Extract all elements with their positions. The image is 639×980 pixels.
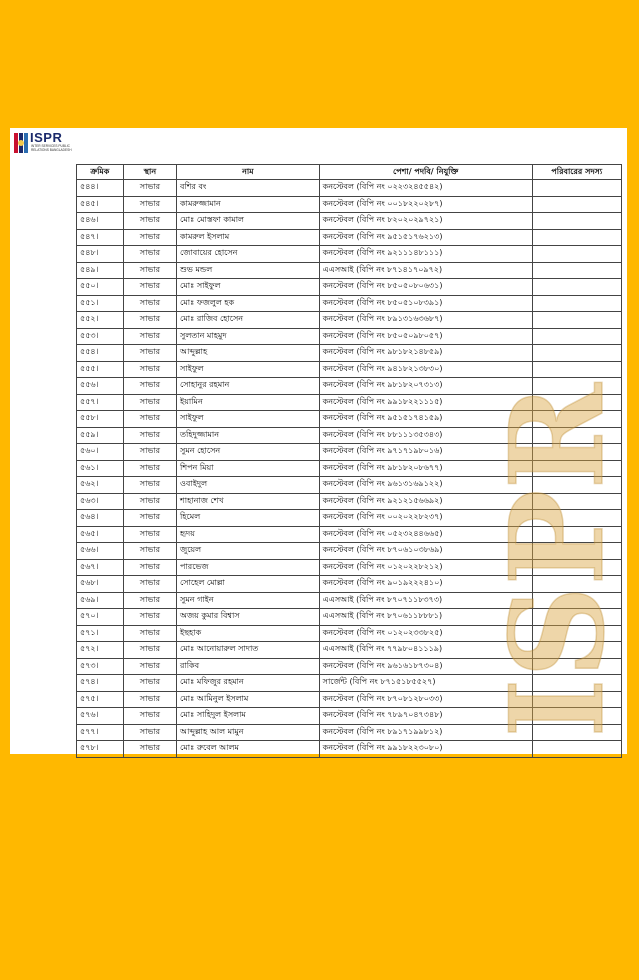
cell-post: কনস্টেবল (বিপি নং ৯৯১৮২২৩০৮০)	[319, 741, 532, 758]
cell-name: সুলতান মাহমুদ	[177, 328, 320, 345]
cell-serial: ৫৬৩।	[77, 493, 124, 510]
cell-post: কনস্টেবল (বিপি নং ৮৯১৩১৬৩৬৮৭)	[319, 312, 532, 329]
cell-serial: ৫৪৫।	[77, 196, 124, 213]
cell-family	[532, 493, 621, 510]
cell-serial: ৫৬৬।	[77, 543, 124, 560]
table-row	[77, 708, 622, 725]
col-header-serial: ক্রমিক	[77, 165, 124, 180]
cell-name: সোহানুর রহমান	[177, 378, 320, 395]
cell-post: কনস্টেবল (বিপি নং ৯৮১৮২০৮৬৭৭)	[319, 460, 532, 477]
table-row	[77, 295, 622, 312]
cell-place: সাভার	[123, 328, 176, 345]
cell-place: সাভার	[123, 246, 176, 263]
cell-name: মোঃ ফজলুল হক	[177, 295, 320, 312]
cell-post: সার্জেন্ট (বিপি নং ৮৭১৫১৮৫৫২৭)	[319, 675, 532, 692]
cell-place: সাভার	[123, 625, 176, 642]
cell-place: সাভার	[123, 559, 176, 576]
cell-post: কনস্টেবল (বিপি নং ৯৯১৮২২১১১৫)	[319, 394, 532, 411]
cell-family	[532, 460, 621, 477]
cell-name: মোঃ সাহিদুল ইসলাম	[177, 708, 320, 725]
cell-name: ওবাইদুল	[177, 477, 320, 494]
cell-family	[532, 411, 621, 428]
table-row	[77, 427, 622, 444]
table-row	[77, 609, 622, 626]
cell-place: সাভার	[123, 295, 176, 312]
cell-name: মোঃ রাজিব হোসেন	[177, 312, 320, 329]
cell-place: সাভার	[123, 361, 176, 378]
cell-post: কনস্টেবল (বিপি নং ৮৭০৬১০৩৮৬৯)	[319, 543, 532, 560]
cell-family	[532, 246, 621, 263]
cell-post: কনস্টেবল (বিপি নং ০৫২৩২৪৪৬৬৫)	[319, 526, 532, 543]
col-header-post: পেশা/ পদবি/ নিযুক্তি	[319, 165, 532, 180]
table-row	[77, 741, 622, 758]
cell-name: কামরুজ্জামান	[177, 196, 320, 213]
cell-serial: ৫৭০।	[77, 609, 124, 626]
cell-family	[532, 444, 621, 461]
cell-serial: ৫৬৫।	[77, 526, 124, 543]
cell-name: মোঃ আনোয়ারুল সাদাত	[177, 642, 320, 659]
cell-place: সাভার	[123, 609, 176, 626]
cell-place: সাভার	[123, 213, 176, 230]
cell-family	[532, 477, 621, 494]
cell-family	[532, 394, 621, 411]
cell-name: মোঃ রুবেল আলম	[177, 741, 320, 758]
cell-serial: ৫৪৭।	[77, 229, 124, 246]
table-row	[77, 312, 622, 329]
cell-family	[532, 279, 621, 296]
cell-serial: ৫৪৪।	[77, 180, 124, 197]
cell-family	[532, 741, 621, 758]
cell-name: শাহানাজ শেখ	[177, 493, 320, 510]
table-row	[77, 543, 622, 560]
cell-place: সাভার	[123, 510, 176, 527]
cell-serial: ৫৪৬।	[77, 213, 124, 230]
table-row	[77, 477, 622, 494]
cell-post: এএসআই (বিপি নং ৮৭১৪১৭০৯৭২)	[319, 262, 532, 279]
cell-serial: ৫৫৬।	[77, 378, 124, 395]
cell-post: কনস্টেবল (বিপি নং ৯৫১৫১৭৪১৫৯)	[319, 411, 532, 428]
cell-name: কামরুল ইসলাম	[177, 229, 320, 246]
cell-place: সাভার	[123, 262, 176, 279]
cell-name: ইছহাক	[177, 625, 320, 642]
cell-post: এএসআই (বিপি নং ৮৭০৭১১৮৩৭৩)	[319, 592, 532, 609]
table-row	[77, 576, 622, 593]
cell-family	[532, 378, 621, 395]
cell-serial: ৫৫৭।	[77, 394, 124, 411]
cell-post: কনস্টেবল (বিপি নং ৮৯১৭১৯৯৮১২)	[319, 724, 532, 741]
cell-family	[532, 180, 621, 197]
cell-serial: ৫৬১।	[77, 460, 124, 477]
cell-place: সাভার	[123, 229, 176, 246]
cell-family	[532, 229, 621, 246]
cell-serial: ৫৬৭।	[77, 559, 124, 576]
cell-post: কনস্টেবল (বিপি নং ৮৫০৫০৮০৬৩১)	[319, 279, 532, 296]
cell-place: সাভার	[123, 427, 176, 444]
cell-family	[532, 361, 621, 378]
col-header-family: পরিবারের সদস্য	[532, 165, 621, 180]
cell-serial: ৫৭৫।	[77, 691, 124, 708]
table-row	[77, 411, 622, 428]
table-row	[77, 510, 622, 527]
cell-family	[532, 328, 621, 345]
cell-name: হিমেল	[177, 510, 320, 527]
cell-place: সাভার	[123, 675, 176, 692]
cell-name: রাকিব	[177, 658, 320, 675]
cell-place: সাভার	[123, 279, 176, 296]
cell-family	[532, 262, 621, 279]
cell-serial: ৫৭৬।	[77, 708, 124, 725]
watermark-text: ISPR	[483, 383, 633, 738]
cell-family	[532, 724, 621, 741]
cell-place: সাভার	[123, 576, 176, 593]
cell-post: কনস্টেবল (বিপি নং ৯৫১৫১৭৬২১৩)	[319, 229, 532, 246]
table-row	[77, 279, 622, 296]
cell-serial: ৫৭৪।	[77, 675, 124, 692]
cell-place: সাভার	[123, 526, 176, 543]
cell-name: বশির বং	[177, 180, 320, 197]
cell-name: মোঃ সাইফুল	[177, 279, 320, 296]
cell-place: সাভার	[123, 378, 176, 395]
cell-post: এএসআই (বিপি নং ৭৭৯৮০৪১১১৯)	[319, 642, 532, 659]
table-row	[77, 394, 622, 411]
cell-family	[532, 592, 621, 609]
cell-name: সাইফুল	[177, 361, 320, 378]
cell-family	[532, 576, 621, 593]
cell-name: মোঃ মোস্তফা কামাল	[177, 213, 320, 230]
cell-family	[532, 675, 621, 692]
table-body	[77, 180, 622, 758]
cell-place: সাভার	[123, 394, 176, 411]
cell-post: কনস্টেবল (বিপি নং ৯৮১৮২০৭৩১৩)	[319, 378, 532, 395]
table-row	[77, 229, 622, 246]
emblem-icon	[14, 133, 28, 153]
cell-place: সাভার	[123, 345, 176, 362]
cell-place: সাভার	[123, 658, 176, 675]
cell-name: মোঃ মফিজুর রহমান	[177, 675, 320, 692]
cell-name: আব্দুল্লাহ	[177, 345, 320, 362]
table-row	[77, 625, 622, 642]
table-row	[77, 675, 622, 692]
cell-family	[532, 609, 621, 626]
cell-name: শিপন মিয়া	[177, 460, 320, 477]
cell-place: সাভার	[123, 444, 176, 461]
cell-family	[532, 625, 621, 642]
cell-post: কনস্টেবল (বিপি নং ০০১৮২২০২৮৭)	[319, 196, 532, 213]
cell-place: সাভার	[123, 708, 176, 725]
cell-place: সাভার	[123, 477, 176, 494]
table-row	[77, 262, 622, 279]
cell-serial: ৫৭৮।	[77, 741, 124, 758]
logo-subtitle: INTER SERVICES PUBLIC RELATIONS BANGLADESH	[31, 144, 72, 152]
cell-name: মোঃ আমিনুল ইসলাম	[177, 691, 320, 708]
table-row	[77, 378, 622, 395]
cell-name: সাইফুল	[177, 411, 320, 428]
cell-serial: ৫৭২।	[77, 642, 124, 659]
cell-family	[532, 658, 621, 675]
table-row	[77, 361, 622, 378]
col-header-place: স্থান	[123, 165, 176, 180]
cell-family	[532, 559, 621, 576]
cell-name: জোবায়ের হোসেন	[177, 246, 320, 263]
cell-name: সুমন গাইন	[177, 592, 320, 609]
cell-post: কনস্টেবল (বিপি নং ০১২০২২৮২১২)	[319, 559, 532, 576]
cell-place: সাভার	[123, 543, 176, 560]
cell-family	[532, 312, 621, 329]
cell-post: কনস্টেবল (বিপি নং ০২২৩২৪৫৫৪২)	[319, 180, 532, 197]
cell-family	[532, 691, 621, 708]
cell-serial: ৫৫১।	[77, 295, 124, 312]
table-row	[77, 691, 622, 708]
cell-post: কনস্টেবল (বিপি নং ৯৬১৬১৮৭৩০৪)	[319, 658, 532, 675]
cell-serial: ৫৫২।	[77, 312, 124, 329]
cell-serial: ৫৫৫।	[77, 361, 124, 378]
cell-post: এএসআই (বিপি নং ৮৭০৬১১৮৮৮১)	[319, 609, 532, 626]
table-row	[77, 180, 622, 197]
cell-post: কনস্টেবল (বিপি নং ৯৭১৭১৯৮০১৬)	[319, 444, 532, 461]
document-page	[10, 128, 633, 754]
table-header-row	[77, 165, 622, 180]
cell-family	[532, 427, 621, 444]
cell-name: অজয় কুমার বিশ্বাস	[177, 609, 320, 626]
cell-serial: ৫৭১।	[77, 625, 124, 642]
cell-family	[532, 642, 621, 659]
cell-name: শুভ মন্ডল	[177, 262, 320, 279]
cell-post: কনস্টেবল (বিপি নং ৯৮১৮২১৪৮৫৯)	[319, 345, 532, 362]
cell-place: সাভার	[123, 460, 176, 477]
cell-serial: ৫৬৯।	[77, 592, 124, 609]
cell-serial: ৫৭৭।	[77, 724, 124, 741]
cell-post: কনস্টেবল (বিপি নং ৮৮১১১৩৫৩৪৩)	[319, 427, 532, 444]
cell-name: ইয়ামিন	[177, 394, 320, 411]
logo-title: ISPR	[30, 130, 63, 145]
table-row	[77, 345, 622, 362]
cell-place: সাভার	[123, 592, 176, 609]
cell-family	[532, 345, 621, 362]
cell-serial: ৫৫৮।	[77, 411, 124, 428]
ispr-logo	[14, 130, 84, 158]
cell-name: পারভেজ	[177, 559, 320, 576]
cell-post: কনস্টেবল (বিপি নং ৮৫০৫১০৮৩৯১)	[319, 295, 532, 312]
cell-place: সাভার	[123, 724, 176, 741]
table-row	[77, 444, 622, 461]
table-row	[77, 246, 622, 263]
cell-name: আব্দুল্লাহ আল মামুন	[177, 724, 320, 741]
cell-place: সাভার	[123, 312, 176, 329]
table-row	[77, 196, 622, 213]
cell-name: সুমন হোসেন	[177, 444, 320, 461]
table-row	[77, 328, 622, 345]
col-header-name: নাম	[177, 165, 320, 180]
cell-post: কনস্টেবল (বিপি নং ৮২০২০২৯৭২১)	[319, 213, 532, 230]
cell-family	[532, 526, 621, 543]
cell-serial: ৫৬০।	[77, 444, 124, 461]
cell-family	[532, 213, 621, 230]
cell-place: সাভার	[123, 642, 176, 659]
roster-table	[76, 164, 622, 758]
cell-family	[532, 196, 621, 213]
cell-name: জুয়েল	[177, 543, 320, 560]
cell-serial: ৫৬২।	[77, 477, 124, 494]
cell-place: সাভার	[123, 180, 176, 197]
cell-place: সাভার	[123, 691, 176, 708]
cell-post: কনস্টেবল (বিপি নং ৯৬১৩১৬৯১২২)	[319, 477, 532, 494]
cell-family	[532, 510, 621, 527]
cell-post: কনস্টেবল (বিপি নং ৯৪১৮২১৩৮৩০)	[319, 361, 532, 378]
cell-serial: ৫৪৯।	[77, 262, 124, 279]
cell-serial: ৫৭৩।	[77, 658, 124, 675]
cell-name: হৃদয়	[177, 526, 320, 543]
cell-family	[532, 708, 621, 725]
table-row	[77, 493, 622, 510]
cell-serial: ৫৫০।	[77, 279, 124, 296]
cell-serial: ৫৫৪।	[77, 345, 124, 362]
table-row	[77, 592, 622, 609]
cell-post: কনস্টেবল (বিপি নং ৯২১২১৫৬৬৯২)	[319, 493, 532, 510]
table-row	[77, 460, 622, 477]
table-row	[77, 213, 622, 230]
table-row	[77, 642, 622, 659]
cell-post: কনস্টেবল (বিপি নং ০১২০২৩৩৮২৫)	[319, 625, 532, 642]
cell-place: সাভার	[123, 196, 176, 213]
cell-post: কনস্টেবল (বিপি নং ৮৭০৮১২৮০৩৩)	[319, 691, 532, 708]
cell-place: সাভার	[123, 411, 176, 428]
cell-post: কনস্টেবল (বিপি নং ৯২১১১৪৮১১১)	[319, 246, 532, 263]
cell-serial: ৫৬৮।	[77, 576, 124, 593]
table-row	[77, 724, 622, 741]
cell-post: কনস্টেবল (বিপি নং ৭৮৯৭০৪৭৩৪৮)	[319, 708, 532, 725]
cell-serial: ৫৫৩।	[77, 328, 124, 345]
cell-family	[532, 543, 621, 560]
cell-name: সোহেল মোল্লা	[177, 576, 320, 593]
cell-post: কনস্টেবল (বিপি নং ০০২০২২৮২৩৭)	[319, 510, 532, 527]
cell-name: তহিদুজ্জামান	[177, 427, 320, 444]
table-row	[77, 559, 622, 576]
cell-serial: ৫৬৪।	[77, 510, 124, 527]
cell-family	[532, 295, 621, 312]
cell-post: কনস্টেবল (বিপি নং ৮৫০৫০৯৮০৫৭)	[319, 328, 532, 345]
cell-post: কনস্টেবল (বিপি নং ৯০১৯২২২৪১০)	[319, 576, 532, 593]
cell-place: সাভার	[123, 741, 176, 758]
table-row	[77, 658, 622, 675]
cell-place: সাভার	[123, 493, 176, 510]
cell-serial: ৫৫৯।	[77, 427, 124, 444]
cell-serial: ৫৪৮।	[77, 246, 124, 263]
table-row	[77, 526, 622, 543]
